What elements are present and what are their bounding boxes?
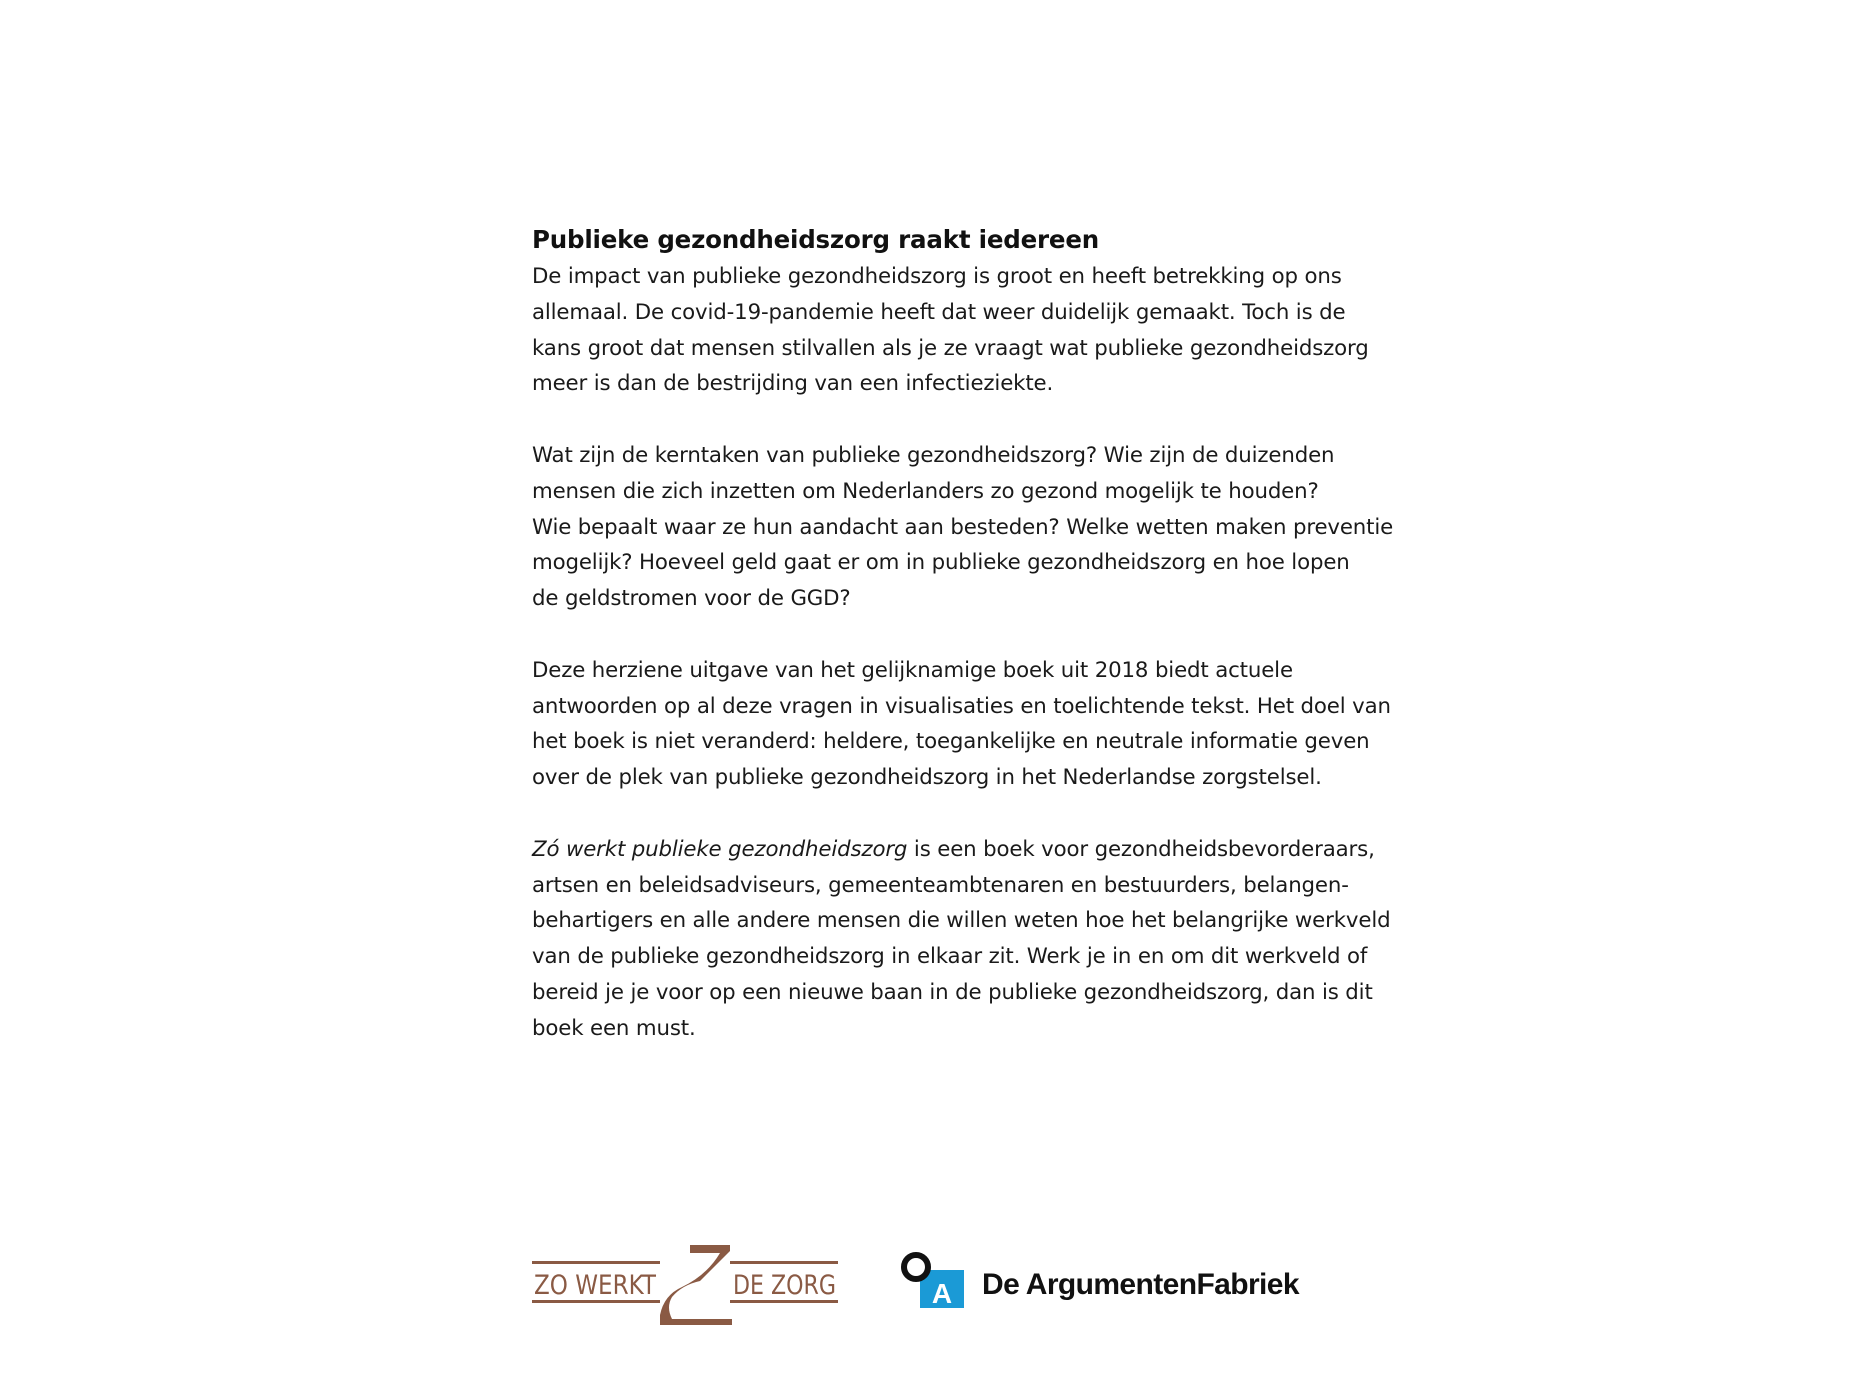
paragraph-line: mensen die zich inzetten om Nederlanders zo gezond mogelijk te houden? <box>532 478 1319 504</box>
logo-left-text: ZO WERKT <box>534 1270 657 1301</box>
paragraph-line: van de publieke gezondheidszorg in elkaar zit. Werk je in en om dit werkveld of <box>532 944 1368 970</box>
paragraph-line: over de plek van publieke gezondheidszorg in het Nederlandse zorgstelsel. <box>532 765 1322 791</box>
paragraph-1 <box>532 259 1402 402</box>
paragraph-line: bereid je je voor op een nieuwe baan in de publieke gezondheidszorg, dan is dit <box>532 979 1373 1005</box>
paragraph-line: Wie bepaalt waar ze hun aandacht aan besteden? Welke wetten maken preventie <box>532 514 1394 540</box>
paragraph-line: boek een must. <box>532 1015 696 1041</box>
paragraph-3 <box>532 653 1402 796</box>
logo-box-letter: A <box>931 1278 953 1309</box>
paragraph-line: Deze herziene uitgave van het gelijknamige boek uit 2018 biedt actuele <box>532 657 1293 683</box>
paragraph-2 <box>532 438 1402 617</box>
paragraph-line: allemaal. De covid-19-pandemie heeft dat weer duidelijk gemaakt. Toch is de <box>532 299 1346 325</box>
paragraph-line: kans groot dat mensen stilvallen als je ze vraagt wat publieke gezondheidszorg <box>532 335 1369 361</box>
back-cover-text <box>532 223 1402 1082</box>
zo-werkt-de-zorg-logo <box>532 1245 838 1325</box>
paragraph-line: Wat zijn de kerntaken van publieke gezondheidszorg? Wie zijn de duizenden <box>532 442 1335 468</box>
paragraph-line: de geldstromen voor de GGD? <box>532 586 851 612</box>
paragraph-line: antwoorden op al deze vragen in visualisaties en toelichtende tekst. Het doel van <box>532 693 1391 719</box>
paragraph-4 <box>532 832 1402 1047</box>
paragraph-line <box>532 832 1402 868</box>
paragraph-line: het boek is niet veranderd: heldere, toegankelijke en neutrale informatie geven <box>532 729 1370 755</box>
page-title: Publieke gezondheidszorg raakt iedereen <box>532 225 1099 254</box>
paragraph-line: artsen en beleidsadviseurs, gemeenteambtenaren en bestuurders, belangen- <box>532 872 1349 898</box>
argumentenfabriek-wordmark: De ArgumentenFabriek <box>982 1268 1299 1301</box>
book-title-italic: Zó werkt publieke gezondheidszorg <box>532 836 908 862</box>
paragraph-line: meer is dan de bestrijding van een infectieziekte. <box>532 371 1054 397</box>
argumentenfabriek-icon <box>900 1253 964 1309</box>
paragraph-line: behartigers en alle andere mensen die willen weten hoe het belangrijke werkveld <box>532 908 1391 934</box>
argumentenfabriek-logo <box>900 1253 1299 1309</box>
paragraph-line: De impact van publieke gezondheidszorg is groot en heeft betrekking op ons <box>532 264 1342 289</box>
logo-right-text: DE ZORG <box>733 1270 836 1301</box>
paragraph-line: mogelijk? Hoeveel geld gaat er om in publieke gezondheidszorg en hoe lopen <box>532 550 1350 576</box>
paragraph-line-rest: is een boek voor gezondheidsbevorderaars, <box>907 836 1375 862</box>
